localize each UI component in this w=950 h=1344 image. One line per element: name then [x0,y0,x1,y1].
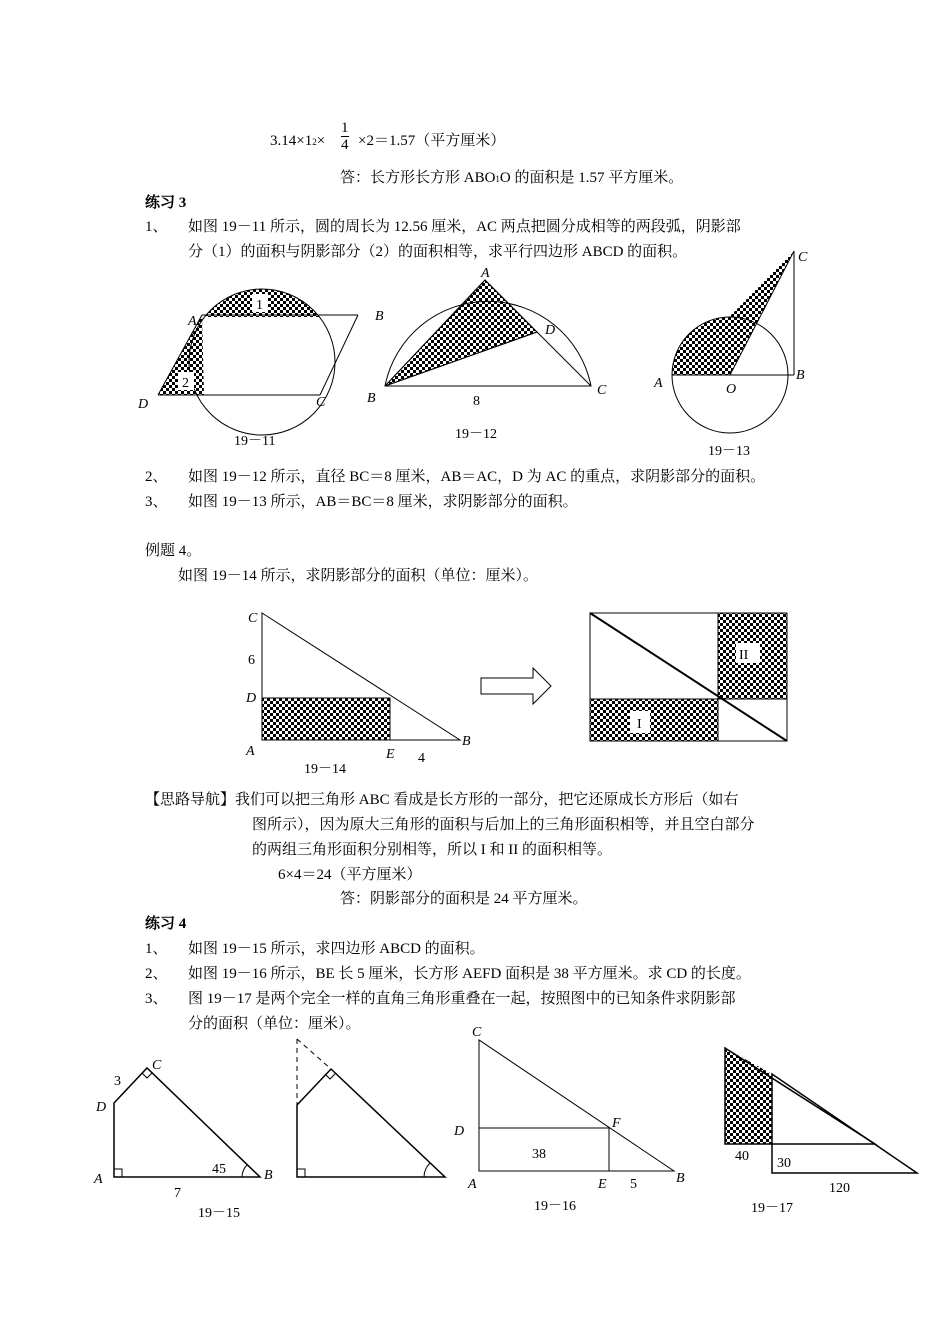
length-3: 3 [114,1074,121,1089]
problem-text: 如图 19－13 所示，AB＝BC＝8 厘米，求阴影部分的面积。 [188,494,578,510]
answer-part-b: O 的面积是 1.57 平方厘米。 [499,170,684,186]
answer-subscript: 1 [495,174,500,184]
quadrilateral [297,1069,445,1177]
formula-subscript: 2 [312,137,317,147]
figure-19-14 [240,605,800,780]
dashed-extension-diagonal [297,1039,331,1069]
item-number: 1、 [145,219,168,235]
point-c: C [316,395,326,410]
point-a: A [654,376,663,391]
item-number: 3、 [145,991,168,1007]
figure-caption: 19－12 [455,427,497,442]
problem-text: 如图 19－15 所示，求四边形 ABCD 的面积。 [188,941,485,957]
item-number: 2、 [145,469,168,485]
hint-line-2: 图所示），因为原大三角形的面积与后加上的三角形面积相等，并且空白部分 [252,817,755,833]
figure-caption: 19－16 [534,1199,576,1214]
figure-caption: 19－14 [304,762,346,777]
label-i: I [637,717,642,732]
label-2: 2 [182,376,189,391]
point-e: E [598,1177,607,1192]
problem-text: 如图 19－11 所示，圆的周长为 12.56 厘米，AC 两点把圆分成相等的两段弧，阴影部 [188,219,741,235]
fraction-numerator: 1 [341,120,349,136]
point-b: B [367,391,376,406]
point-o: O [726,382,737,397]
point-d: D [454,1124,465,1139]
example-4-heading [145,542,201,560]
figure-19-13 [650,245,820,460]
point-b: B [462,734,471,749]
formula-result: ×2＝1.57（平方厘米） [358,133,506,149]
figure-caption: 19－11 [234,434,276,449]
point-e: E [386,747,395,762]
fraction-quarter [341,120,349,153]
point-f: F [612,1116,621,1131]
point-c: C [798,250,808,265]
point-b: B [676,1171,685,1186]
right-angle-a [114,1169,122,1177]
point-b: B [796,368,805,383]
shaded-triangle [385,280,537,386]
length-6: 6 [248,653,255,668]
figure-caption: 19－17 [751,1201,793,1216]
point-d: D [96,1100,107,1115]
hint-line-1: 【思路导航】我们可以把三角形 ABC 看成是长方形的一部分，把它还原成长方形后（如右 [145,792,739,808]
point-d: D [138,397,149,412]
problem-text: 如图 19－16 所示，BE 长 5 厘米，长方形 AEFD 面积是 38 平方厘米。求 CD 的长度。 [188,966,751,982]
formula-times: × [316,133,326,149]
point-d: D [246,691,257,706]
item-number: 1、 [145,941,168,957]
triangle-abc [479,1040,674,1171]
angle-45: 45 [212,1162,226,1177]
right-angle-bottom [297,1169,305,1177]
formula-part-a: 3.14×1 [270,133,313,149]
figure-caption: 19－13 [708,444,750,459]
exercise-3-heading: 练习 3 [145,195,187,211]
length-40: 40 [735,1149,749,1164]
point-d: D [545,323,556,338]
length-4: 4 [418,751,425,766]
figure-caption: 19－15 [198,1206,240,1221]
figure-19-15 [90,1055,280,1225]
problem-text: 分（1）的面积与阴影部分（2）的面积相等，求平行四边形 ABCD 的面积。 [188,244,688,260]
problem-text: 分的面积（单位：厘米）。 [188,1016,361,1032]
example-4-question: 如图 19－14 所示，求阴影部分的面积（单位：厘米）。 [178,568,539,584]
point-c: C [597,383,607,398]
quadrilateral-abcd [114,1068,260,1177]
label-ii: II [739,648,749,663]
length-8: 8 [473,394,480,409]
formula-line-1 [270,132,325,151]
angle-arc [424,1163,430,1177]
answer-4: 答：阴影部分的面积是 24 平方厘米。 [340,891,588,907]
item-number: 3、 [145,494,168,510]
fraction-denominator: 4 [341,137,349,153]
angle-arc-b [242,1165,247,1177]
right-angle-c [142,1073,152,1078]
point-a: A [481,266,490,281]
calculation: 6×4＝24（平方厘米） [278,867,422,883]
length-30: 30 [777,1156,791,1171]
problem-text: 图 19－17 是两个完全一样的直角三角形重叠在一起，按照图中的已知条件求阴影部 [188,991,736,1007]
figure-19-11 [130,280,384,455]
length-5: 5 [630,1177,637,1192]
point-a: A [94,1172,103,1187]
point-c: C [472,1025,482,1040]
point-b: B [264,1168,273,1183]
point-c: C [152,1058,162,1073]
point-a: A [246,744,255,759]
area-38: 38 [532,1147,546,1162]
answer-part-a: 答：长方形长方形 ABO [340,170,496,186]
figure-19-12 [365,262,615,447]
figure-19-16 [450,1020,690,1220]
shaded-region-i [590,699,718,741]
item-number: 2、 [145,966,168,982]
length-120: 120 [829,1181,850,1196]
point-a: A [468,1177,477,1192]
problem-text: 如图 19－12 所示，直径 BC＝8 厘米，AB＝AC，D 为 AC 的重点，求阴影部分的面积。 [188,469,766,485]
example-4-label: 例题 4。 [145,543,202,559]
answer-line-3 [340,169,683,188]
point-a: A [188,314,197,329]
arrow-right-icon [481,668,551,704]
hint-line-3: 的两组三角形面积分别相等，所以 I 和 II 的面积相等。 [252,842,612,858]
label-1: 1 [256,298,263,313]
exercise-4-heading: 练习 4 [145,916,187,932]
point-b: B [375,309,384,324]
triangle-2 [772,1074,917,1173]
length-7: 7 [174,1186,181,1201]
figure-19-17 [715,1040,935,1225]
figure-19-15-auxiliary [285,1035,455,1195]
shaded-rectangle [262,698,390,740]
point-c: C [248,611,258,626]
